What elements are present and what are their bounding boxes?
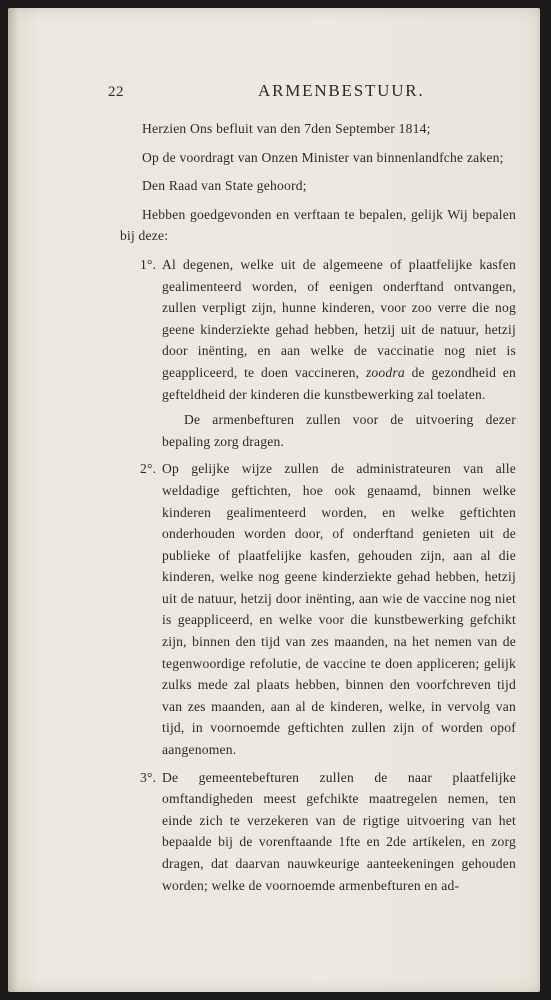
article-text: Al degenen, welke uit de algemeene of plaatfelijke kasfen gealimenteerd worden, of eenigen onderftand ontvangen, zullen verpligt zijn, hunne kinderen, voor zoo verre die nog geene kinderziekte gehad hebben, hetzij uit de natuur, hetzij door inënting, en aan welke de vaccinatie nog niet is geappliceerd, te doen vaccineren, zoodra de gezondheid en gefteldheid der kinderen die kunstbewerking zal toelaten. bbox=[162, 256, 516, 402]
article-text: De gemeentebefturen zullen de naar plaatfelijke omftandigheden meest gefchikte maatregelen nemen, ten einde zich te verzekeren van de rigtige uitvoering van het bepaalde bij de vorenftaande 1fte en 2de artikelen, en zorg dragen, dat daarvan nauwkeurige aanteekeningen gehouden worden; welke de voornoemde armenbefturen en ad- bbox=[162, 769, 516, 893]
page-gutter-shadow bbox=[8, 8, 18, 992]
paragraph-hebben-goedgevonden: Hebben goedgevonden en verftaan te bepalen, gelijk Wij bepalen bij deze: bbox=[120, 206, 516, 244]
article-text: Op gelijke wijze zullen de administrateuren van alle weldadige geftichten, hoe ook genaamd, binnen welke kinderen gealimenteerd worden, en welke geftichten onderhouden worden door, of onderftand genieten uit de publieke of plaatfelijke kasfen, gehouden zijn, aan al die kinderen, welke nog geene kinderziekte gehad hebben, hetzij uit de natuur, hetzij door inënting, aan wie de vaccine nog niet is geappliceerd, en welke voor die kunstbewerking gefchikt zijn, binnen den tijd van zes maanden, na het nemen van de tegenwoordige refolutie, de vaccine te doen appliceren; gelijk zulks mede zal plaats hebben, binnen den voorfchreven tijd van zes maanden, aan al de kinderen, welke, in vervolg van tijd, in voornoemde geftichten zullen zijn of worden opof aangenomen. bbox=[162, 461, 516, 758]
page-header bbox=[8, 81, 540, 108]
article-number: 1°. bbox=[140, 256, 157, 272]
page-body bbox=[120, 118, 516, 902]
article-number: 2°. bbox=[140, 461, 157, 477]
running-title: ARMENBESTUUR. bbox=[258, 81, 425, 100]
paragraph-raad-van-state: Den Raad van State gehoord; bbox=[142, 178, 307, 194]
article-subparagraph: De armenbefturen zullen voor de uitvoering dezer bepaling zorg dragen. bbox=[162, 412, 516, 449]
italic-word: zoodra bbox=[365, 364, 405, 380]
article-number: 3°. bbox=[140, 769, 157, 785]
paragraph-herzien: Herzien Ons befluit van den 7den September 1814; bbox=[142, 121, 431, 136]
paragraph-voordragt: Op de voordragt van Onzen Minister van binnenlandfche zaken; bbox=[142, 149, 504, 165]
book-page bbox=[8, 8, 540, 992]
article-2 bbox=[120, 458, 516, 760]
page-number: 22 bbox=[108, 84, 124, 100]
article-1 bbox=[120, 254, 516, 452]
article-3 bbox=[120, 767, 516, 897]
